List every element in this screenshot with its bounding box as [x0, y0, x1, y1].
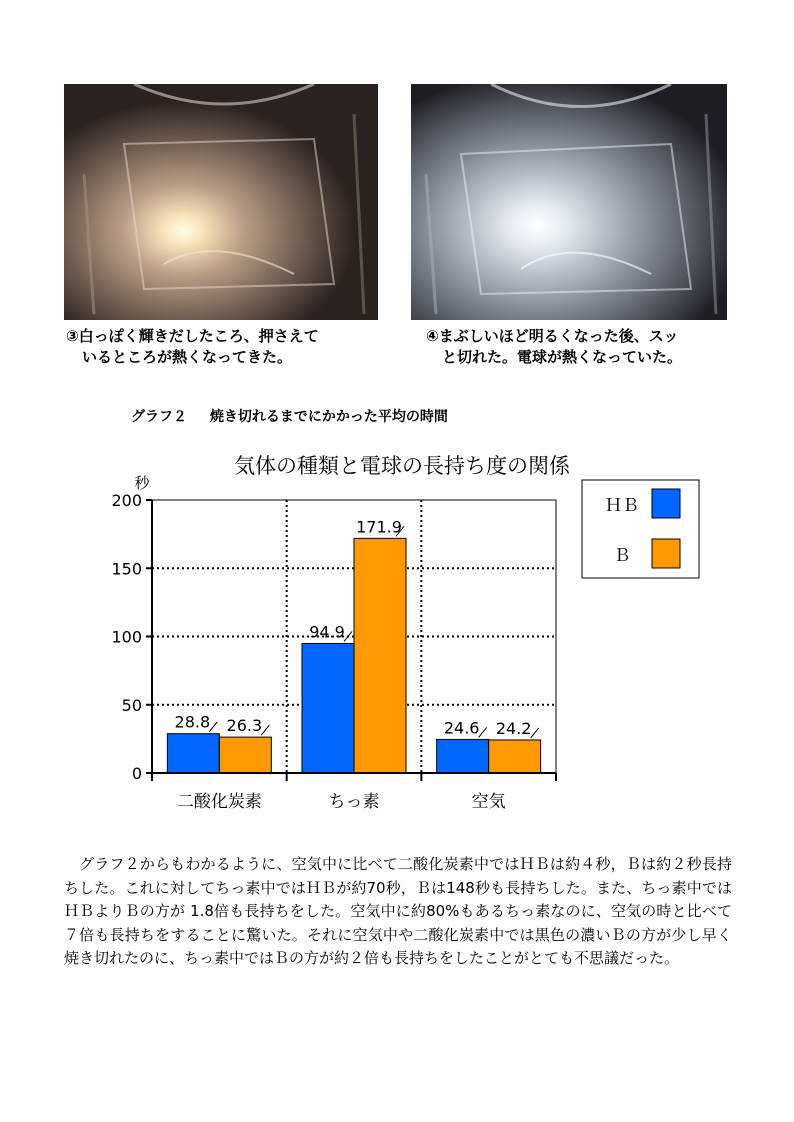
data-label: 28.8 [174, 712, 211, 732]
y-tick-label: 50 [121, 695, 142, 715]
data-label-leader [209, 722, 217, 732]
data-label-leader [479, 727, 487, 737]
graph-number: グラフ２ [131, 409, 187, 425]
x-tick-label: ちっ素 [328, 792, 380, 812]
photo-2-caption [426, 326, 726, 368]
bulb-photo-whitish-glow [64, 84, 378, 320]
x-tick-label: 空気 [471, 792, 506, 812]
y-tick-label: 100 [111, 627, 142, 647]
bar-hb [302, 643, 354, 773]
caption-line: と切れた。電球が熱くなっていた。 [442, 348, 683, 366]
data-label-leader [344, 631, 352, 641]
legend-label: ＨＢ [605, 496, 639, 516]
caption-line: ③白っぽく輝きだしたころ、押さえて [66, 327, 319, 345]
chart-title: 気体の種類と電球の長持ち度の関係 [234, 454, 570, 478]
bar-b [489, 740, 541, 773]
caption-line: ④まぶしいほど明るくなった後、スッ [426, 327, 679, 345]
legend-box [582, 480, 699, 578]
bar-b [354, 538, 406, 773]
legend-swatch [652, 539, 680, 568]
y-tick-label: 200 [111, 491, 142, 510]
x-tick-label: 二酸化炭素 [176, 792, 262, 812]
legend-label: Ｂ [613, 546, 631, 566]
photo-1-caption [66, 326, 386, 368]
data-label: 24.2 [495, 718, 532, 738]
data-label: 94.9 [309, 622, 345, 642]
graph-caption: 焼き切れるまでにかかった平均の時間 [209, 409, 448, 425]
legend-swatch [652, 489, 680, 518]
graph-label [131, 406, 448, 426]
paragraph-text: グラフ２からもわかるように、空気中に比べて二酸化炭素中ではＨＢは約４秒，Ｂは約２秒長持ちした。これに対してちっ素中ではＨＢが約70秒，Ｂは148秒も長持ちした。また、ちっ素中ではＨＢよりＢの方が 1.8倍も長持ちをした。空気中に約80%もあるちっ素なのに、空気の時と比べて７倍も長持ちをすることに驚いた。それに空気中や二酸化炭素中では黒色の濃いＢの方が少し早く焼き切れたのに、ちっ素中ではＢの方が約２倍も長持ちをしたことがとても不思議だった。 [64, 855, 732, 967]
bar-hb [437, 739, 489, 773]
data-label: 26.3 [226, 716, 263, 736]
bar-hb [167, 734, 219, 773]
caption-line: いるところが熱くなってきた。 [82, 348, 293, 366]
y-tick-label: 150 [111, 559, 142, 579]
bar-chart [96, 444, 716, 820]
data-label: 171.9 [356, 517, 402, 537]
bar-b [219, 737, 271, 773]
bulb-photo-bright-glow [411, 84, 727, 320]
data-label-leader [261, 725, 269, 735]
y-axis-unit-label: 秒 [134, 474, 150, 492]
body-paragraph [64, 853, 732, 971]
y-tick-label: 0 [131, 764, 142, 783]
data-label-leader [531, 728, 539, 738]
data-label: 24.6 [443, 718, 480, 738]
